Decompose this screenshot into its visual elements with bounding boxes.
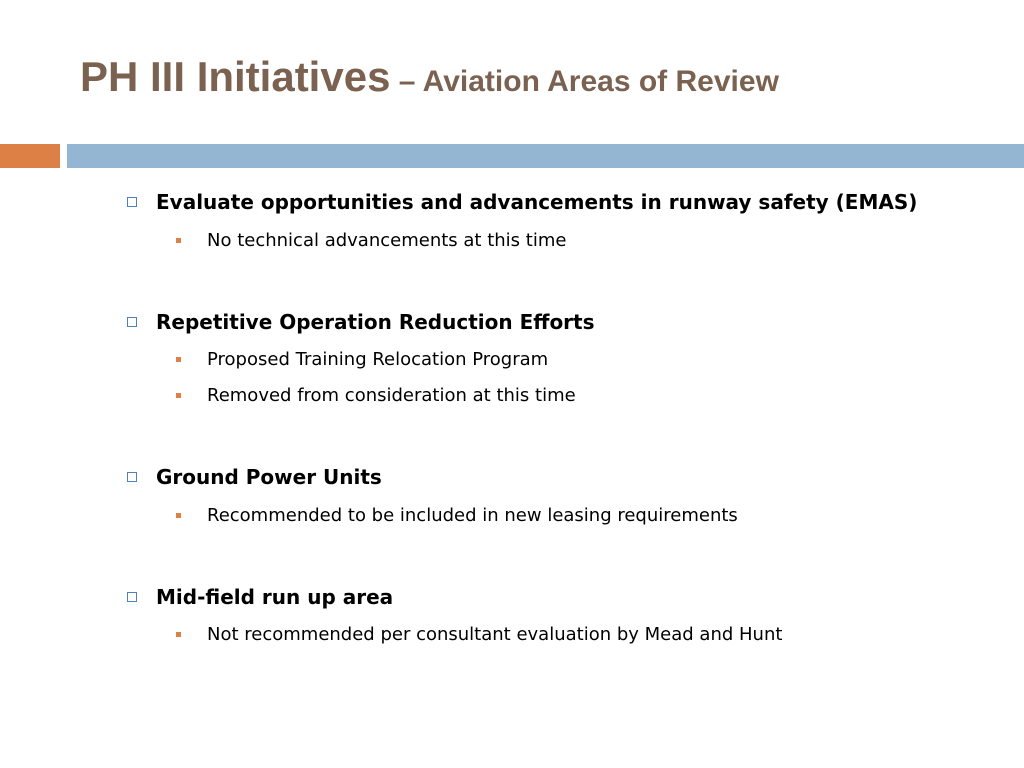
list-subitem: No technical advancements at this time xyxy=(207,230,567,251)
square-bullet-icon xyxy=(176,632,181,637)
list-item-heading: Evaluate opportunities and advancements in runway safety (EMAS) xyxy=(156,190,918,214)
square-bullet-icon xyxy=(176,513,181,518)
list-subitem: Removed from consideration at this time xyxy=(207,385,576,406)
list-item-heading: Mid-field run up area xyxy=(156,585,394,609)
checkbox-bullet-icon xyxy=(127,317,137,327)
list-subitem: Recommended to be included in new leasing requirements xyxy=(207,505,738,526)
checkbox-bullet-icon xyxy=(127,197,137,207)
square-bullet-icon xyxy=(176,238,181,243)
checkbox-bullet-icon xyxy=(127,472,137,482)
square-bullet-icon xyxy=(176,393,181,398)
list-item-heading: Ground Power Units xyxy=(156,465,382,489)
title-main: PH III Initiatives xyxy=(80,53,391,100)
checkbox-bullet-icon xyxy=(127,592,137,602)
list-subitem: Proposed Training Relocation Program xyxy=(207,349,549,370)
square-bullet-icon xyxy=(176,357,181,362)
list-item-heading: Repetitive Operation Reduction Efforts xyxy=(156,310,595,334)
list-subitem: Not recommended per consultant evaluation by Mead and Hunt xyxy=(207,624,783,645)
title-subtitle: – Aviation Areas of Review xyxy=(390,65,779,98)
